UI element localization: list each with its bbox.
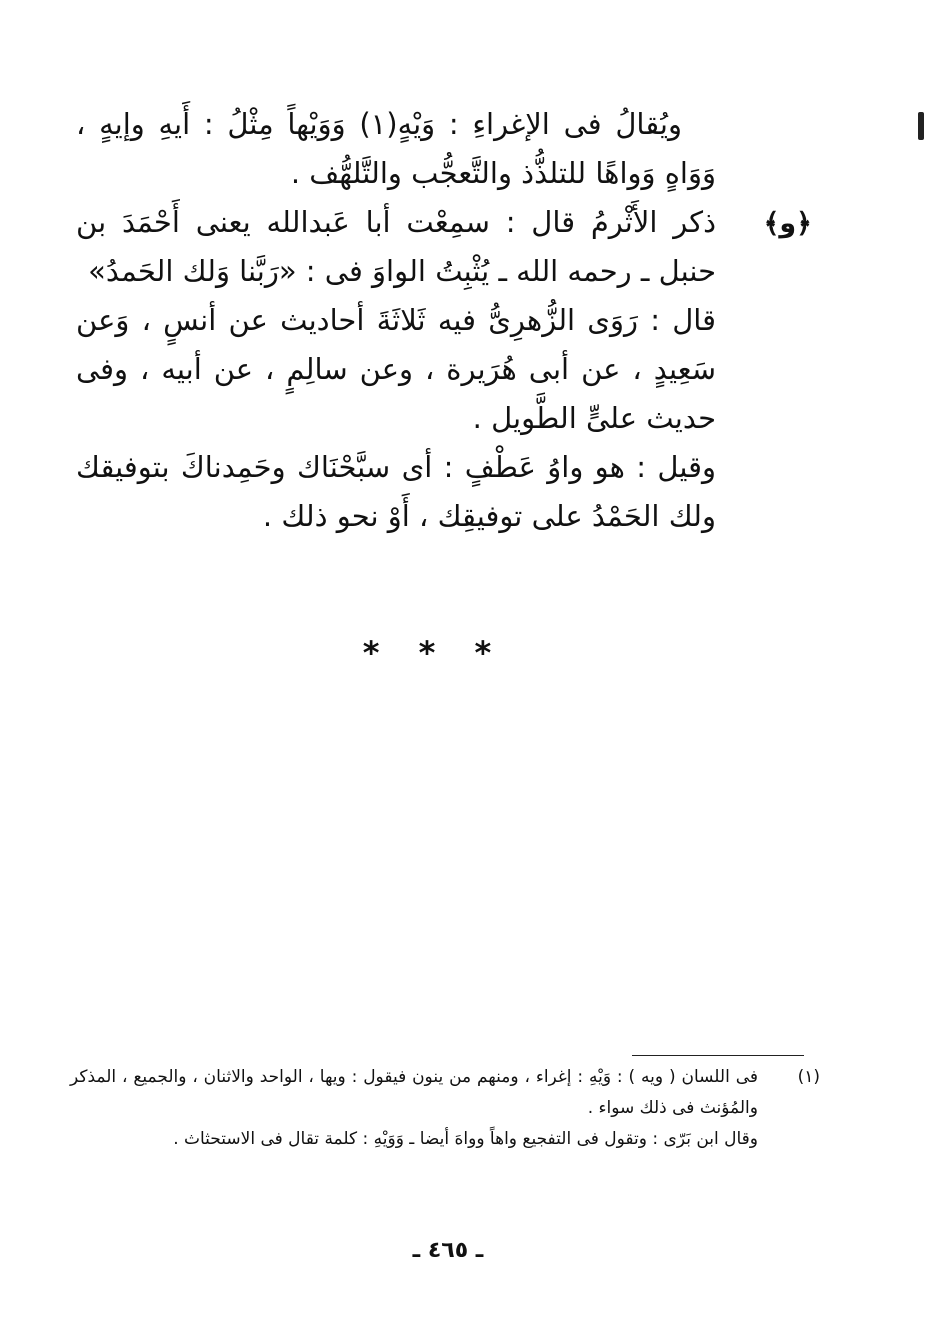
footnote-number: (١) bbox=[797, 1067, 820, 1087]
footnotes bbox=[70, 1062, 820, 1155]
margin-mark bbox=[918, 112, 924, 140]
footnote-line-1: فى اللسان ( ويه ) : وَيْهِ : إغراء ، ومنهم من ينون فيقول : ويها ، الواحد والاثنان ، والجميع ، المذكر والمُؤنث فى ذلك سواء . bbox=[70, 1067, 758, 1118]
main-text bbox=[76, 100, 716, 541]
footnote-line-2: وقال ابن بَرّى : وتقول فى التفجيع واهاً وواهَ أيضا ـ وَوَيْهِ : كلمة تقال فى الاستحثاث . bbox=[173, 1129, 758, 1149]
footnote-rule bbox=[632, 1055, 804, 1056]
paragraph-2: ذكر الأَثْرمُ قال : سمِعْت أبا عَبدالله يعنى أَحْمَدَ بن حنبل ـ رحمه الله ـ يُثْبِتُ الواوَ فى : «رَبَّنا وَلك الحَمدُ» bbox=[76, 205, 716, 288]
paragraph-3: قال : رَوَى الزُّهرِىُّ فيه ثَلاثَةَ أحاديث عن أنسٍ ، وَعن سَعِيدٍ ، عن أبى هُرَيرة ، وعن سالِمٍ ، عن أبيه ، وفى حديث علىٍّ الطَّويل . bbox=[76, 303, 716, 435]
paragraph-1: ويُقالُ فى الإغراءِ : وَيْهٍ(١) وَوَيْهاً مِثْلُ : أَيهِ وإيهٍ ، وَوَاهٍ وَواهًا للتلذُّذ والتَّعجُّب والتَّلهُّف . bbox=[76, 107, 716, 190]
page-number: ـ ٤٦٥ ـ bbox=[412, 1238, 484, 1263]
footnote-1 bbox=[70, 1062, 820, 1155]
section-marker: ﴿و﴾ bbox=[763, 208, 812, 239]
footnote-body bbox=[70, 1062, 758, 1155]
paragraph-4: وقيل : هو واوُ عَطْفٍ : أى سبَّحْنَاك وحَمِدناكَ بتوفيقك ولك الحَمْدُ على توفيقِك ، أَوْ نحو ذلك . bbox=[76, 450, 716, 533]
section-separator: * * * bbox=[362, 634, 506, 672]
